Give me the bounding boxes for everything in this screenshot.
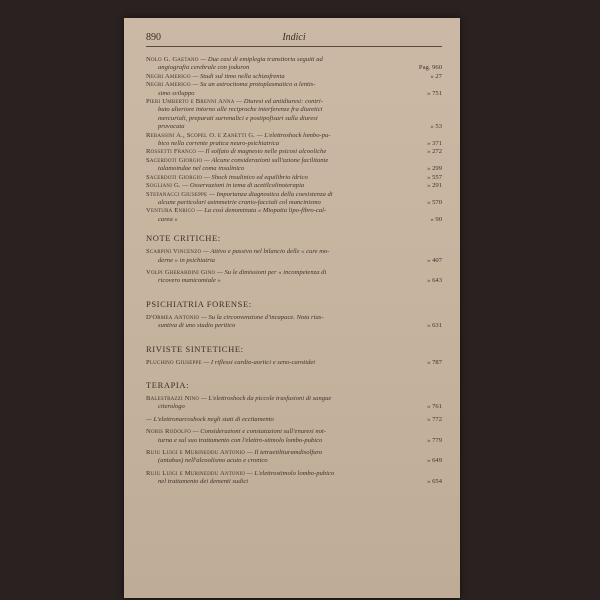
index-entry: [146, 416, 442, 424]
entry-line: [146, 148, 442, 156]
entry-page: » 27: [430, 72, 442, 80]
entry-gap: [146, 367, 442, 371]
entry-line: [146, 322, 442, 330]
entry-line: [146, 457, 442, 465]
entry-line: [146, 428, 442, 436]
entry-title: mercuriali, preparati surrenalici e postipofisari sulla diuresi: [158, 114, 318, 122]
entry-author: Nolo G. Gaetano: [146, 56, 199, 63]
entry-line: [146, 403, 442, 411]
entry-author: Ventura Enrico: [146, 207, 196, 215]
entry-author: Rebassini A., Scopel O. e Zanetti G.: [146, 131, 256, 139]
index-entry: [146, 470, 442, 487]
entry-author: D'Ormea Antonio: [146, 313, 200, 321]
entry-line: [146, 269, 442, 277]
entry-line: [146, 277, 442, 285]
entry-line: [146, 478, 442, 486]
entry-title: — L'elettroshock lombo-pu-: [256, 131, 331, 139]
index-entry: [146, 73, 442, 81]
entry-line: [146, 182, 442, 190]
entry-page: » 90: [430, 215, 442, 223]
entry-author: Negri Amerigo: [146, 72, 191, 80]
entry-author: Sogliani G.: [146, 182, 181, 190]
entry-line: [146, 56, 442, 64]
entry-line: [146, 395, 442, 403]
entry-title: — Attivo e passivo nel bilancio delle « cure mo-: [202, 248, 330, 256]
entry-title: — Studi sul timo nella schizofrenia: [192, 72, 285, 80]
entry-page: » 299: [427, 165, 442, 173]
entry-line: [146, 416, 442, 424]
index-entry: [146, 81, 442, 98]
entry-line: [146, 359, 442, 367]
entry-author: Ruju Luigi e Murineddu Antonio: [146, 469, 246, 477]
entry-title: alcune particolari asimmetrie cranio-facciali col mancinismo: [158, 198, 321, 206]
entry-author: Volpi Gherardini Gino: [146, 268, 216, 276]
entry-title: talamoindae nel coma insulinico: [158, 165, 245, 173]
entry-title: angiografia cerebrale con joduron: [158, 64, 250, 72]
entry-line: [146, 140, 442, 148]
entry-author: Pieri Umberto e Brenni Anna: [146, 98, 235, 106]
entry-title: bico nella corrente pratica neuro-psichiatrica: [158, 140, 280, 148]
entry-page: » 570: [427, 198, 442, 206]
entry-author: Sacerdoti Giorgio: [146, 173, 203, 181]
entry-page: » 291: [427, 182, 442, 190]
index-entry: [146, 182, 442, 190]
entry-line: [146, 165, 442, 173]
entry-line: [146, 314, 442, 322]
entry-line: [146, 257, 442, 265]
index-entry: [146, 157, 442, 174]
entry-author: Rossetti Franco: [146, 148, 197, 156]
entry-author: Negri Amerigo: [146, 81, 191, 89]
entry-title: simo sviluppo: [158, 89, 195, 97]
entry-line: [146, 73, 442, 81]
entry-page: » 779: [427, 436, 442, 444]
entry-page: » 649: [427, 457, 442, 465]
entry-page: » 557: [427, 173, 442, 181]
index-entry: [146, 207, 442, 224]
entry-page: » 751: [427, 89, 442, 97]
entry-author: Pluchino Giuseppe: [146, 358, 202, 366]
index-entry: [146, 269, 442, 286]
index-entry: [146, 248, 442, 265]
entry-title: — Due casi di emiplegia transitoria seguiti ad: [200, 56, 323, 63]
entry-line: [146, 191, 442, 199]
book-page: [124, 18, 460, 598]
index-entry: [146, 428, 442, 445]
entry-line: [146, 132, 442, 140]
entry-page: » 772: [427, 415, 442, 423]
entry-title: — Shock insulinico ed equilibrio idrico: [203, 173, 308, 181]
section-heading: TERAPIA:: [146, 379, 190, 390]
entry-line: [146, 248, 442, 256]
entry-page: » 631: [427, 322, 442, 330]
entry-title: buto ulteriore intorno alle reciproche interferenze fra diuretici: [158, 106, 323, 114]
entry-line: [146, 64, 442, 72]
entry-line: [146, 90, 442, 98]
entry-line: [146, 81, 442, 89]
entry-page: » 53: [430, 123, 442, 131]
entry-title: carea »: [158, 215, 178, 223]
entry-author: Scarpini Vincenzo: [146, 248, 202, 256]
entry-title: citerologo: [158, 403, 185, 411]
entry-title: nel trattamento dei dementi sudici: [158, 478, 249, 486]
entry-page: » 371: [427, 140, 442, 148]
entry-page: » 761: [427, 403, 442, 411]
entry-line: [146, 106, 442, 114]
entry-title: suntiva di uno studio peritico: [158, 322, 236, 330]
entry-title: — Osservazioni in tema di acetilcolinoterapia: [182, 182, 305, 190]
section-heading: PSICHIATRIA FORENSE:: [146, 298, 252, 309]
entry-line: [146, 199, 442, 207]
entry-title: — L'elettroshock da piccole trasfusioni di sangue: [200, 394, 332, 402]
entry-line: [146, 115, 442, 123]
entry-line: [146, 207, 442, 215]
entry-title: — Il solfato di magnesio nelle psicosi alcooliche: [197, 148, 327, 156]
entry-title: — L'elettrostimolo lombo-pubico: [246, 469, 335, 477]
index-entry: [146, 132, 442, 149]
entry-page: Pag. 960: [418, 64, 442, 72]
entry-title: — La così denominata « Miopatia lipo-fibro-cal-: [196, 207, 327, 215]
entry-line: [146, 470, 442, 478]
section-heading: NOTE CRITICHE:: [146, 233, 221, 244]
entry-author: Stefanacci Giuseppe: [146, 190, 208, 198]
entry-title: — Su le dimissioni per « incompetenza di: [216, 268, 327, 276]
entry-title: derne » in psichiatria: [158, 256, 215, 264]
entry-author: Ruju Luigi e Murineddu Antonio: [146, 449, 246, 456]
index-entry: [146, 395, 442, 412]
index-content: [146, 56, 442, 491]
entry-title: (antabus) nell'alcoolismo acuto e cronico: [158, 457, 268, 465]
entry-title: — Importanza diagnostica della coesistenza di: [208, 190, 333, 198]
entry-title: — Alcune considerazioni sull'azione facilitante: [203, 156, 329, 164]
entry-title: — L'elettronarcoshock negli stati di eccitamento: [146, 415, 274, 423]
index-entry: [146, 174, 442, 182]
header-rule: [146, 46, 442, 47]
entry-page: » 272: [427, 148, 442, 156]
entry-line: [146, 437, 442, 445]
entry-author: Balestrazzi Nino: [146, 394, 200, 402]
entry-title: — Il tetraetiltiuramdisolfuro: [246, 449, 323, 456]
entry-page: » 654: [427, 478, 442, 486]
index-entry: [146, 449, 442, 466]
running-title: Indici: [282, 32, 306, 43]
page-number: 890: [146, 32, 161, 43]
entry-gap: [146, 331, 442, 335]
entry-title: — Su la circonvenzione d'incapace. Nota rias-: [200, 313, 324, 321]
entry-page: » 787: [427, 358, 442, 366]
entry-line: [146, 216, 442, 224]
section-heading: RIVISTE SINTETICHE:: [146, 343, 244, 354]
index-entry: [146, 314, 442, 331]
entry-line: [146, 123, 442, 131]
entry-line: [146, 157, 442, 165]
entry-author: Nobis Rodolfo: [146, 428, 192, 436]
entry-gap: [146, 286, 442, 290]
entry-title: — I riflessi cardio-aortici e seno-carotidei: [203, 358, 316, 366]
entry-title: turna e sul suo trattamento con l'elettro-stimolo lombo-pubico: [158, 436, 323, 444]
entry-title: — Diuresi ed antidiuresi: contri-: [236, 98, 323, 106]
entry-line: [146, 174, 442, 182]
entry-author: Sacerdoti Giorgio: [146, 156, 203, 164]
index-entry: [146, 148, 442, 156]
entry-title: provocata: [158, 123, 185, 131]
entry-page: » 407: [427, 256, 442, 264]
index-entry: [146, 98, 442, 132]
entry-title: — Considerazioni e constatazioni sull'enuresi not-: [192, 428, 326, 436]
index-entry: [146, 191, 442, 208]
entry-title: ricovero manicomiale »: [158, 277, 221, 285]
entry-gap: [146, 487, 442, 491]
index-entry: [146, 359, 442, 367]
entry-title: — Su un astrocitoma protoplasmatico a lentis-: [192, 81, 316, 89]
entry-line: [146, 449, 442, 457]
entry-page: » 643: [427, 277, 442, 285]
index-entry: [146, 56, 442, 73]
entry-line: [146, 98, 442, 106]
